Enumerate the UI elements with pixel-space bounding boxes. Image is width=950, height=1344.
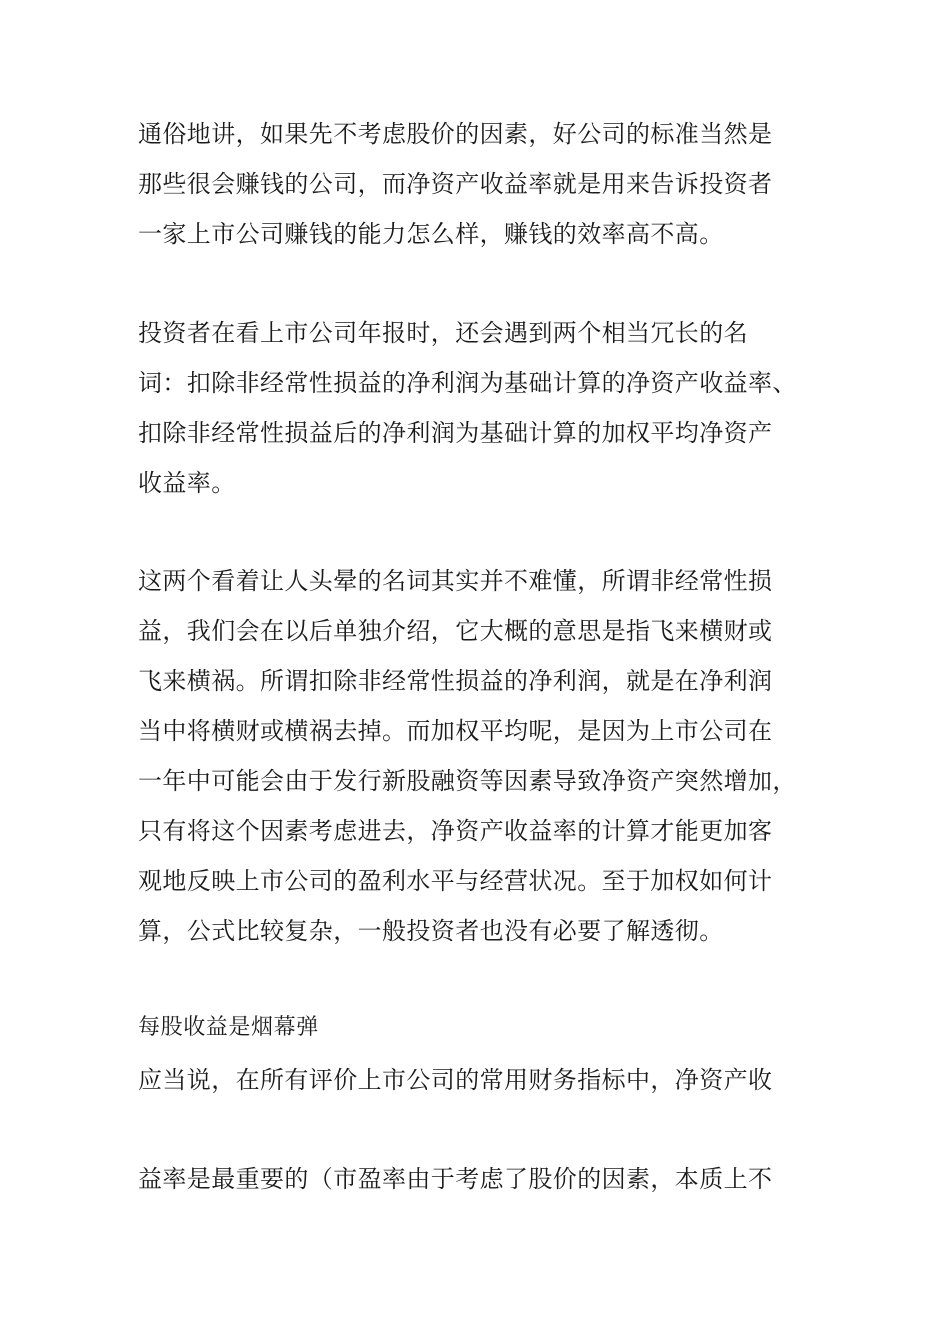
paragraph-3-line-7: 观地反映上市公司的盈利水平与经营状况。至于加权如何计 [138,867,773,895]
paragraph-3-line-4: 当中将横财或横祸去掉。而加权平均呢，是因为上市公司在 [138,717,773,745]
paragraph-1-line-2: 那些很会赚钱的公司，而净资产收益率就是用来告诉投资者 [138,170,773,198]
paragraph-3-line-2: 益，我们会在以后单独介绍，它大概的意思是指飞来横财或 [138,617,773,645]
paragraph-1-line-3: 一家上市公司赚钱的能力怎么样，赚钱的效率高不高。 [138,220,724,248]
section-line-1: 应当说，在所有评价上市公司的常用财务指标中，净资产收 [138,1066,773,1094]
paragraph-1-line-1: 通俗地讲，如果先不考虑股价的因素，好公司的标准当然是 [138,120,773,148]
section-line-2: 益率是最重要的（市盈率由于考虑了股价的因素，本质上不 [138,1165,773,1193]
paragraph-2-line-3: 扣除非经常性损益后的净利润为基础计算的加权平均净资产 [138,419,773,447]
paragraph-3-line-1: 这两个看着让人头晕的名词其实并不难懂，所谓非经常性损 [138,567,773,595]
paragraph-2-line-1: 投资者在看上市公司年报时，还会遇到两个相当冗长的名 [138,319,748,347]
paragraph-3-line-5: 一年中可能会由于发行新股融资等因素导致净资产突然增加， [138,767,797,795]
paragraph-2-line-4: 收益率。 [138,469,236,497]
paragraph-3-line-3: 飞来横祸。所谓扣除非经常性损益的净利润，就是在净利润 [138,667,773,695]
paragraph-2-line-2: 词：扣除非经常性损益的净利润为基础计算的净资产收益率、 [138,369,797,397]
section-heading: 每股收益是烟幕弹 [138,1015,319,1040]
paragraph-3-line-6: 只有将这个因素考虑进去，净资产收益率的计算才能更加客 [138,817,773,845]
paragraph-3-line-8: 算，公式比较复杂，一般投资者也没有必要了解透彻。 [138,917,724,945]
